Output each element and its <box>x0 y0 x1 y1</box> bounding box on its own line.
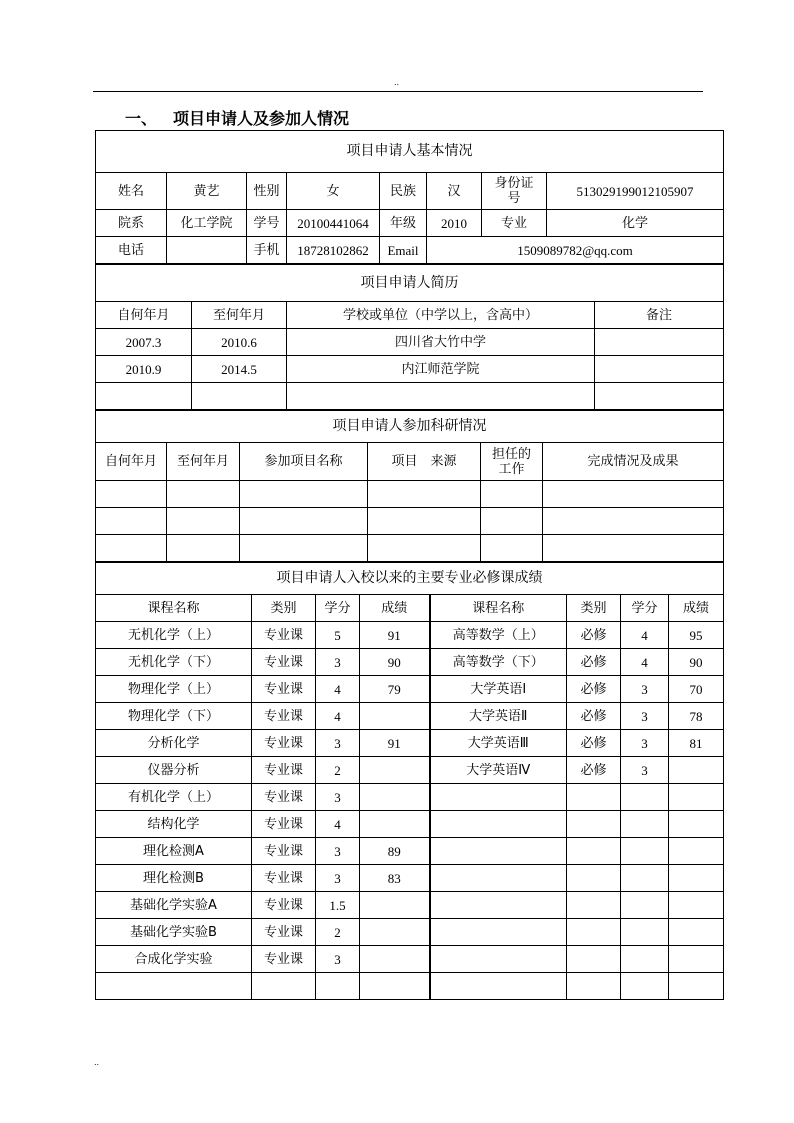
mobile-label: 手机 <box>247 237 287 264</box>
name-label: 姓名 <box>96 173 167 210</box>
course-credit <box>621 784 669 811</box>
course-credit <box>621 838 669 865</box>
course-credit: 4 <box>621 622 669 649</box>
course-header-name: 课程名称 <box>96 595 252 622</box>
course-name: 高等数学（上） <box>430 622 567 649</box>
course-name: 大学英语Ⅱ <box>430 703 567 730</box>
grade-label: 年级 <box>380 210 427 237</box>
gender-value: 女 <box>287 173 380 210</box>
table-row <box>96 811 724 838</box>
course-name <box>430 946 567 973</box>
course-score <box>360 784 430 811</box>
course-score: 70 <box>669 676 724 703</box>
table-row <box>96 535 724 562</box>
table-row <box>96 838 724 865</box>
course-type <box>567 838 621 865</box>
mobile-value: 18728102862 <box>287 237 380 264</box>
course-type <box>567 865 621 892</box>
resume-to <box>192 383 287 410</box>
course-credit <box>621 946 669 973</box>
course-name <box>96 973 252 1000</box>
course-type: 专业课 <box>252 676 316 703</box>
course-score <box>360 892 430 919</box>
course-credit: 3 <box>316 730 360 757</box>
table-row <box>96 919 724 946</box>
resume-note <box>595 383 724 410</box>
course-header-name: 课程名称 <box>430 595 567 622</box>
course-score: 78 <box>669 703 724 730</box>
course-type: 必修 <box>567 703 621 730</box>
course-credit: 3 <box>316 838 360 865</box>
course-type: 专业课 <box>252 649 316 676</box>
course-name: 合成化学实验 <box>96 946 252 973</box>
resume-header-note: 备注 <box>595 302 724 329</box>
course-credit: 5 <box>316 622 360 649</box>
table-row <box>96 703 724 730</box>
course-credit: 3 <box>316 865 360 892</box>
research-title: 项目申请人参加科研情况 <box>96 411 724 443</box>
course-score <box>669 865 724 892</box>
course-name: 结构化学 <box>96 811 252 838</box>
course-score <box>669 811 724 838</box>
basic-info-title: 项目申请人基本情况 <box>96 131 724 173</box>
resume-table <box>95 264 724 410</box>
email-label: Email <box>380 237 427 264</box>
course-credit: 4 <box>316 811 360 838</box>
research-header-to: 至何年月 <box>167 443 240 481</box>
course-credit: 2 <box>316 919 360 946</box>
resume-header-to: 至何年月 <box>192 302 287 329</box>
course-credit <box>621 919 669 946</box>
table-row <box>96 973 724 1000</box>
resume-header-school: 学校或单位（中学以上，含高中） <box>287 302 595 329</box>
course-type: 专业课 <box>252 838 316 865</box>
major-label: 专业 <box>482 210 547 237</box>
course-header-type: 类别 <box>252 595 316 622</box>
course-score: 91 <box>360 622 430 649</box>
course-score <box>669 892 724 919</box>
table-row <box>96 865 724 892</box>
course-credit: 3 <box>621 703 669 730</box>
research-header-result: 完成情况及成果 <box>543 443 724 481</box>
course-type: 专业课 <box>252 622 316 649</box>
course-type <box>567 946 621 973</box>
course-score: 95 <box>669 622 724 649</box>
course-type: 专业课 <box>252 730 316 757</box>
course-score: 90 <box>669 649 724 676</box>
resume-school <box>287 383 595 410</box>
course-score <box>669 838 724 865</box>
course-type <box>567 811 621 838</box>
table-row <box>96 757 724 784</box>
phone-label: 电话 <box>96 237 167 264</box>
course-score: 90 <box>360 649 430 676</box>
course-score: 83 <box>360 865 430 892</box>
course-type: 专业课 <box>252 892 316 919</box>
resume-to: 2014.5 <box>192 356 287 383</box>
course-credit: 3 <box>316 784 360 811</box>
course-header-credit: 学分 <box>621 595 669 622</box>
course-name: 基础化学实验A <box>96 892 252 919</box>
resume-from <box>96 383 192 410</box>
course-type <box>252 973 316 1000</box>
resume-note <box>595 329 724 356</box>
table-row <box>96 383 724 410</box>
course-type: 专业课 <box>252 757 316 784</box>
student-no-value: 20100441064 <box>287 210 380 237</box>
section-number: 一、 <box>125 109 158 128</box>
research-header-from: 自何年月 <box>96 443 167 481</box>
table-row <box>96 481 724 508</box>
resume-title: 项目申请人简历 <box>96 265 724 302</box>
course-name: 理化检测A <box>96 838 252 865</box>
resume-school: 内江师范学院 <box>287 356 595 383</box>
name-value: 黄艺 <box>167 173 247 210</box>
research-table <box>95 410 724 562</box>
course-name: 分析化学 <box>96 730 252 757</box>
header-rule <box>93 91 703 92</box>
course-type: 必修 <box>567 622 621 649</box>
table-row <box>96 649 724 676</box>
course-credit: 3 <box>621 676 669 703</box>
course-type: 专业课 <box>252 919 316 946</box>
course-score <box>360 757 430 784</box>
course-type: 必修 <box>567 649 621 676</box>
course-type <box>567 784 621 811</box>
course-name <box>430 865 567 892</box>
course-credit: 3 <box>316 946 360 973</box>
course-credit <box>621 865 669 892</box>
course-name: 物理化学（上） <box>96 676 252 703</box>
course-header-score: 成绩 <box>669 595 724 622</box>
table-row <box>96 356 724 383</box>
course-name: 无机化学（下） <box>96 649 252 676</box>
resume-note <box>595 356 724 383</box>
course-score <box>360 811 430 838</box>
course-credit: 3 <box>621 730 669 757</box>
course-credit: 1.5 <box>316 892 360 919</box>
courses-table <box>95 562 724 1000</box>
dept-label: 院系 <box>96 210 167 237</box>
courses-title: 项目申请人入校以来的主要专业必修课成绩 <box>96 563 724 595</box>
research-header-project: 参加项目名称 <box>240 443 368 481</box>
course-name: 大学英语Ⅳ <box>430 757 567 784</box>
course-type <box>567 919 621 946</box>
resume-header-from: 自何年月 <box>96 302 192 329</box>
course-type: 必修 <box>567 730 621 757</box>
course-name: 基础化学实验B <box>96 919 252 946</box>
ethnicity-value: 汉 <box>427 173 482 210</box>
course-type <box>567 892 621 919</box>
course-name <box>430 811 567 838</box>
email-value: 1509089782@qq.com <box>427 237 724 264</box>
course-type: 专业课 <box>252 865 316 892</box>
table-row <box>96 676 724 703</box>
table-row <box>96 784 724 811</box>
student-no-label: 学号 <box>247 210 287 237</box>
resume-from: 2007.3 <box>96 329 192 356</box>
basic-info-table <box>95 130 724 264</box>
course-credit <box>621 811 669 838</box>
course-score <box>669 973 724 1000</box>
course-credit: 3 <box>316 649 360 676</box>
course-name: 物理化学（下） <box>96 703 252 730</box>
course-credit <box>316 973 360 1000</box>
course-score: 91 <box>360 730 430 757</box>
resume-to: 2010.6 <box>192 329 287 356</box>
resume-from: 2010.9 <box>96 356 192 383</box>
course-credit: 4 <box>316 703 360 730</box>
course-credit <box>621 973 669 1000</box>
course-score: 79 <box>360 676 430 703</box>
course-name <box>430 892 567 919</box>
course-header-type: 类别 <box>567 595 621 622</box>
course-type: 专业课 <box>252 811 316 838</box>
table-row <box>96 730 724 757</box>
course-name: 无机化学（上） <box>96 622 252 649</box>
course-name: 大学英语Ⅲ <box>430 730 567 757</box>
course-credit: 4 <box>316 676 360 703</box>
course-score <box>669 946 724 973</box>
grade-value: 2010 <box>427 210 482 237</box>
course-type <box>567 973 621 1000</box>
course-name <box>430 838 567 865</box>
course-score <box>669 919 724 946</box>
course-header-credit: 学分 <box>316 595 360 622</box>
section-heading <box>125 106 349 129</box>
course-name: 大学英语Ⅰ <box>430 676 567 703</box>
header-mark: .. <box>394 78 400 87</box>
course-credit <box>621 892 669 919</box>
course-type: 必修 <box>567 757 621 784</box>
course-name: 高等数学（下） <box>430 649 567 676</box>
course-score: 89 <box>360 838 430 865</box>
course-name <box>430 919 567 946</box>
course-score <box>360 703 430 730</box>
table-row <box>96 892 724 919</box>
major-value: 化学 <box>547 210 724 237</box>
course-score <box>360 919 430 946</box>
course-score: 81 <box>669 730 724 757</box>
table-row <box>96 329 724 356</box>
course-type: 必修 <box>567 676 621 703</box>
ethnicity-label: 民族 <box>380 173 427 210</box>
course-header-score: 成绩 <box>360 595 430 622</box>
phone-value <box>167 237 247 264</box>
course-score <box>669 757 724 784</box>
table-row <box>96 622 724 649</box>
course-name <box>430 784 567 811</box>
section-title: 项目申请人及参加人情况 <box>173 109 350 128</box>
resume-school: 四川省大竹中学 <box>287 329 595 356</box>
table-row <box>96 508 724 535</box>
gender-label: 性别 <box>247 173 287 210</box>
research-header-source: 项目 来源 <box>368 443 481 481</box>
course-name <box>430 973 567 1000</box>
course-credit: 2 <box>316 757 360 784</box>
course-name: 有机化学（上） <box>96 784 252 811</box>
id-label: 身份证号 <box>482 173 547 210</box>
course-name: 仪器分析 <box>96 757 252 784</box>
dept-value: 化工学院 <box>167 210 247 237</box>
course-credit: 3 <box>621 757 669 784</box>
course-name: 理化检测B <box>96 865 252 892</box>
course-type: 专业课 <box>252 946 316 973</box>
course-score <box>360 946 430 973</box>
course-credit: 4 <box>621 649 669 676</box>
course-score <box>360 973 430 1000</box>
course-type: 专业课 <box>252 703 316 730</box>
footer-mark: .. <box>94 1058 100 1067</box>
course-score <box>669 784 724 811</box>
course-type: 专业课 <box>252 784 316 811</box>
research-header-role: 担任的工作 <box>481 443 543 481</box>
table-row <box>96 946 724 973</box>
id-value: 513029199012105907 <box>547 173 724 210</box>
